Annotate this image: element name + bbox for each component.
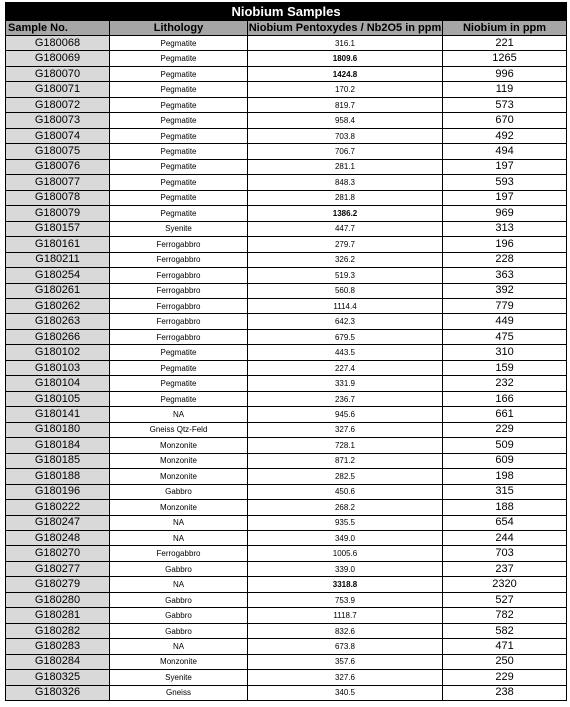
niobium-cell: 166	[443, 391, 567, 406]
nb2o5-cell: 349.0	[248, 531, 443, 546]
nb2o5-cell: 1118.7	[248, 608, 443, 623]
sample-no-cell: G180077	[6, 175, 110, 190]
niobium-cell: 779	[443, 298, 567, 313]
lithology-cell: NA	[110, 577, 248, 592]
table-row	[6, 159, 567, 174]
lithology-cell: Gabbro	[110, 623, 248, 638]
sample-no-cell: G180105	[6, 391, 110, 406]
niobium-cell: 363	[443, 268, 567, 283]
table-row	[6, 546, 567, 561]
table-row	[6, 175, 567, 190]
niobium-cell: 198	[443, 469, 567, 484]
niobium-cell: 492	[443, 128, 567, 143]
nb2o5-cell: 282.5	[248, 469, 443, 484]
table-row	[6, 453, 567, 468]
sample-no-cell: G180141	[6, 407, 110, 422]
sample-no-cell: G180248	[6, 531, 110, 546]
nb2o5-cell: 728.1	[248, 438, 443, 453]
table-title: Niobium Samples	[6, 3, 567, 21]
header-niobium-ppm: Niobium in ppm	[443, 21, 567, 36]
sample-no-cell: G180157	[6, 221, 110, 236]
niobium-cell: 188	[443, 500, 567, 515]
sample-no-cell: G180075	[6, 144, 110, 159]
sample-no-cell: G180072	[6, 97, 110, 112]
lithology-cell: Syenite	[110, 670, 248, 685]
header-row	[6, 21, 567, 36]
lithology-cell: Pegmatite	[110, 206, 248, 221]
table-row	[6, 360, 567, 375]
lithology-cell: Ferrogabbro	[110, 314, 248, 329]
table-row	[6, 685, 567, 700]
lithology-cell: Pegmatite	[110, 391, 248, 406]
nb2o5-cell: 642.3	[248, 314, 443, 329]
nb2o5-cell: 1114.4	[248, 298, 443, 313]
lithology-cell: Gabbro	[110, 592, 248, 607]
lithology-cell: NA	[110, 531, 248, 546]
nb2o5-cell: 170.2	[248, 82, 443, 97]
niobium-cell: 573	[443, 97, 567, 112]
niobium-cell: 221	[443, 36, 567, 51]
niobium-cell: 315	[443, 484, 567, 499]
lithology-cell: Monzonite	[110, 438, 248, 453]
sample-no-cell: G180266	[6, 329, 110, 344]
sample-no-cell: G180270	[6, 546, 110, 561]
nb2o5-cell: 326.2	[248, 252, 443, 267]
sample-no-cell: G180222	[6, 500, 110, 515]
sample-no-cell: G180071	[6, 82, 110, 97]
lithology-cell: Pegmatite	[110, 159, 248, 174]
nb2o5-cell: 281.1	[248, 159, 443, 174]
nb2o5-cell: 443.5	[248, 345, 443, 360]
table-row	[6, 469, 567, 484]
table-row	[6, 190, 567, 205]
nb2o5-cell: 1005.6	[248, 546, 443, 561]
sample-no-cell: G180161	[6, 237, 110, 252]
lithology-cell: Ferrogabbro	[110, 298, 248, 313]
table-body	[6, 36, 567, 701]
sample-no-cell: G180262	[6, 298, 110, 313]
table-row	[6, 237, 567, 252]
niobium-cell: 449	[443, 314, 567, 329]
nb2o5-cell: 340.5	[248, 685, 443, 700]
sample-no-cell: G180263	[6, 314, 110, 329]
niobium-cell: 229	[443, 422, 567, 437]
niobium-cell: 593	[443, 175, 567, 190]
lithology-cell: NA	[110, 639, 248, 654]
table-row	[6, 113, 567, 128]
table-row	[6, 128, 567, 143]
lithology-cell: Gabbro	[110, 608, 248, 623]
nb2o5-cell: 871.2	[248, 453, 443, 468]
table-row	[6, 592, 567, 607]
sample-no-cell: G180103	[6, 360, 110, 375]
lithology-cell: Syenite	[110, 221, 248, 236]
sample-no-cell: G180073	[6, 113, 110, 128]
sample-no-cell: G180078	[6, 190, 110, 205]
table-row	[6, 484, 567, 499]
table-row	[6, 531, 567, 546]
niobium-cell: 475	[443, 329, 567, 344]
niobium-cell: 392	[443, 283, 567, 298]
table-row	[6, 639, 567, 654]
niobium-cell: 313	[443, 221, 567, 236]
niobium-cell: 197	[443, 190, 567, 205]
header-nb2o5-ppm: Niobium Pentoxydes / Nb2O5 in ppm	[248, 21, 442, 34]
table-row	[6, 500, 567, 515]
lithology-cell: Ferrogabbro	[110, 329, 248, 344]
sample-no-cell: G180281	[6, 608, 110, 623]
nb2o5-cell: 679.5	[248, 329, 443, 344]
table-row	[6, 407, 567, 422]
nb2o5-cell: 832.6	[248, 623, 443, 638]
sample-no-cell: G180188	[6, 469, 110, 484]
table-row	[6, 670, 567, 685]
lithology-cell: Ferrogabbro	[110, 283, 248, 298]
table-row	[6, 577, 567, 592]
table-row	[6, 252, 567, 267]
niobium-cell: 310	[443, 345, 567, 360]
sample-no-cell: G180184	[6, 438, 110, 453]
niobium-cell: 229	[443, 670, 567, 685]
niobium-cell: 244	[443, 531, 567, 546]
nb2o5-cell: 848.3	[248, 175, 443, 190]
niobium-cell: 494	[443, 144, 567, 159]
nb2o5-cell: 450.6	[248, 484, 443, 499]
table-row	[6, 283, 567, 298]
nb2o5-cell: 3318.8	[248, 577, 443, 592]
sample-no-cell: G180076	[6, 159, 110, 174]
niobium-cell: 250	[443, 654, 567, 669]
lithology-cell: Pegmatite	[110, 82, 248, 97]
niobium-cell: 119	[443, 82, 567, 97]
niobium-cell: 661	[443, 407, 567, 422]
niobium-cell: 228	[443, 252, 567, 267]
table-row	[6, 66, 567, 81]
table-row	[6, 221, 567, 236]
table-row	[6, 391, 567, 406]
nb2o5-cell: 327.6	[248, 670, 443, 685]
lithology-cell: Ferrogabbro	[110, 268, 248, 283]
nb2o5-cell: 819.7	[248, 97, 443, 112]
table-row	[6, 298, 567, 313]
nb2o5-cell: 357.6	[248, 654, 443, 669]
nb2o5-cell: 560.8	[248, 283, 443, 298]
lithology-cell: Ferrogabbro	[110, 546, 248, 561]
sample-no-cell: G180196	[6, 484, 110, 499]
nb2o5-cell: 281.8	[248, 190, 443, 205]
table-row	[6, 422, 567, 437]
lithology-cell: Pegmatite	[110, 190, 248, 205]
nb2o5-cell: 316.1	[248, 36, 443, 51]
niobium-cell: 2320	[443, 577, 567, 592]
nb2o5-cell: 958.4	[248, 113, 443, 128]
sample-no-cell: G180284	[6, 654, 110, 669]
nb2o5-cell: 227.4	[248, 360, 443, 375]
niobium-cell: 782	[443, 608, 567, 623]
sample-no-cell: G180070	[6, 66, 110, 81]
niobium-cell: 703	[443, 546, 567, 561]
nb2o5-cell: 331.9	[248, 376, 443, 391]
niobium-cell: 196	[443, 237, 567, 252]
sample-no-cell: G180211	[6, 252, 110, 267]
niobium-cell: 609	[443, 453, 567, 468]
sample-no-cell: G180325	[6, 670, 110, 685]
nb2o5-cell: 447.7	[248, 221, 443, 236]
table-row	[6, 97, 567, 112]
nb2o5-cell: 279.7	[248, 237, 443, 252]
sample-no-cell: G180068	[6, 36, 110, 51]
nb2o5-cell: 236.7	[248, 391, 443, 406]
sample-no-cell: G180277	[6, 561, 110, 576]
sample-no-cell: G180261	[6, 283, 110, 298]
lithology-cell: Monzonite	[110, 453, 248, 468]
lithology-cell: Pegmatite	[110, 128, 248, 143]
table-row	[6, 314, 567, 329]
niobium-cell: 237	[443, 561, 567, 576]
nb2o5-cell: 673.8	[248, 639, 443, 654]
lithology-cell: NA	[110, 515, 248, 530]
sample-no-cell: G180102	[6, 345, 110, 360]
table-row	[6, 36, 567, 51]
niobium-cell: 471	[443, 639, 567, 654]
lithology-cell: Gabbro	[110, 561, 248, 576]
table-row	[6, 268, 567, 283]
nb2o5-cell: 706.7	[248, 144, 443, 159]
table-row	[6, 561, 567, 576]
table-row	[6, 515, 567, 530]
table-row	[6, 345, 567, 360]
nb2o5-cell: 703.8	[248, 128, 443, 143]
nb2o5-cell: 519.3	[248, 268, 443, 283]
lithology-cell: Pegmatite	[110, 51, 248, 66]
lithology-cell: Gabbro	[110, 484, 248, 499]
nb2o5-cell: 935.5	[248, 515, 443, 530]
nb2o5-cell: 339.0	[248, 561, 443, 576]
nb2o5-cell: 1386.2	[248, 206, 443, 221]
sample-no-cell: G180185	[6, 453, 110, 468]
sample-no-cell: G180282	[6, 623, 110, 638]
sample-no-cell: G180069	[6, 51, 110, 66]
sample-no-cell: G180254	[6, 268, 110, 283]
lithology-cell: Monzonite	[110, 469, 248, 484]
lithology-cell: Pegmatite	[110, 345, 248, 360]
lithology-cell: Pegmatite	[110, 97, 248, 112]
niobium-cell: 670	[443, 113, 567, 128]
lithology-cell: Pegmatite	[110, 144, 248, 159]
table-row	[6, 206, 567, 221]
nb2o5-cell: 268.2	[248, 500, 443, 515]
niobium-cell: 232	[443, 376, 567, 391]
lithology-cell: Pegmatite	[110, 66, 248, 81]
niobium-cell: 527	[443, 592, 567, 607]
niobium-cell: 197	[443, 159, 567, 174]
niobium-cell: 654	[443, 515, 567, 530]
sample-no-cell: G180074	[6, 128, 110, 143]
table-row	[6, 438, 567, 453]
table-row	[6, 51, 567, 66]
lithology-cell: Gneiss Qtz-Feld	[110, 422, 248, 437]
header-sample-no: Sample No.	[6, 21, 110, 36]
lithology-cell: Pegmatite	[110, 175, 248, 190]
lithology-cell: NA	[110, 407, 248, 422]
table-row	[6, 329, 567, 344]
table-row	[6, 82, 567, 97]
sample-no-cell: G180283	[6, 639, 110, 654]
lithology-cell: Ferrogabbro	[110, 252, 248, 267]
lithology-cell: Gneiss	[110, 685, 248, 700]
lithology-cell: Pegmatite	[110, 113, 248, 128]
sample-no-cell: G180279	[6, 577, 110, 592]
nb2o5-cell: 1809.6	[248, 51, 443, 66]
lithology-cell: Monzonite	[110, 654, 248, 669]
niobium-cell: 996	[443, 66, 567, 81]
table-row	[6, 144, 567, 159]
niobium-samples-table	[5, 2, 567, 701]
lithology-cell: Pegmatite	[110, 36, 248, 51]
sample-no-cell: G180180	[6, 422, 110, 437]
niobium-cell: 159	[443, 360, 567, 375]
lithology-cell: Pegmatite	[110, 376, 248, 391]
niobium-cell: 509	[443, 438, 567, 453]
nb2o5-cell: 945.6	[248, 407, 443, 422]
nb2o5-cell: 327.6	[248, 422, 443, 437]
header-lithology: Lithology	[110, 21, 248, 36]
sample-no-cell: G180104	[6, 376, 110, 391]
niobium-cell: 969	[443, 206, 567, 221]
nb2o5-cell: 753.9	[248, 592, 443, 607]
niobium-cell: 238	[443, 685, 567, 700]
table-row	[6, 623, 567, 638]
lithology-cell: Monzonite	[110, 500, 248, 515]
lithology-cell: Ferrogabbro	[110, 237, 248, 252]
niobium-cell: 582	[443, 623, 567, 638]
table-row	[6, 376, 567, 391]
nb2o5-cell: 1424.8	[248, 66, 443, 81]
niobium-cell: 1265	[443, 51, 567, 66]
sample-no-cell: G180280	[6, 592, 110, 607]
table-row	[6, 654, 567, 669]
sample-no-cell: G180079	[6, 206, 110, 221]
lithology-cell: Pegmatite	[110, 360, 248, 375]
sample-no-cell: G180247	[6, 515, 110, 530]
table-row	[6, 608, 567, 623]
sample-no-cell: G180326	[6, 685, 110, 700]
